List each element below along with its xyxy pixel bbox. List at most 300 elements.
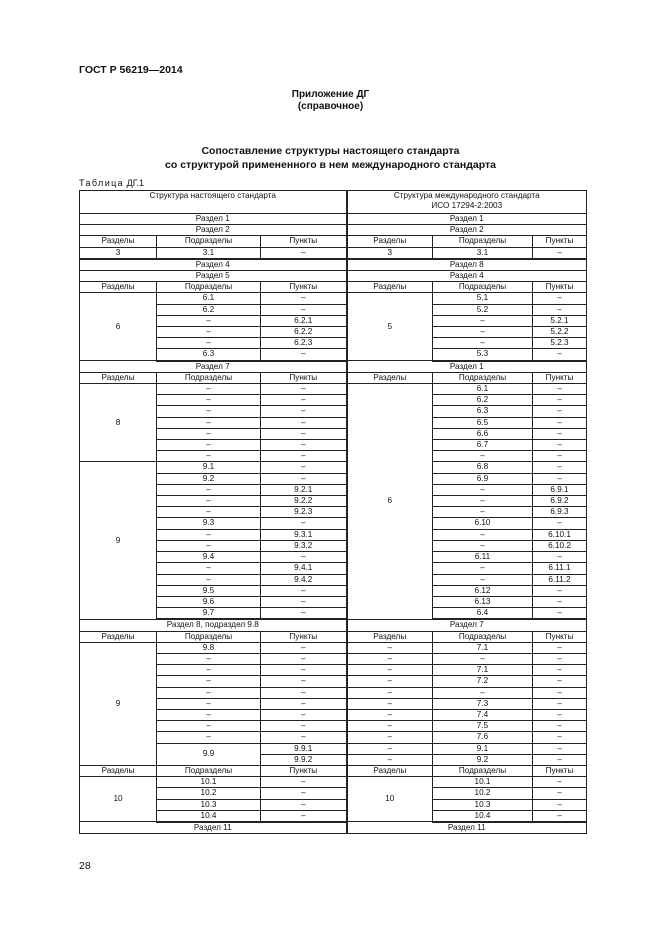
subsections-cell: – bbox=[157, 507, 261, 518]
sections-cell-international: – bbox=[347, 754, 433, 765]
subsections-cell-international: 6.10 bbox=[433, 518, 533, 529]
table-row bbox=[80, 665, 587, 676]
subsections-cell-international: – bbox=[433, 451, 533, 462]
items-cell: – bbox=[261, 665, 347, 676]
items-cell: 9.4.2 bbox=[261, 574, 347, 585]
col-sections-international: Разделы bbox=[347, 372, 433, 383]
document-code: ГОСТ Р 56219—2014 bbox=[79, 64, 183, 76]
col-sections: Разделы bbox=[80, 372, 157, 383]
appendix-subtitle: (справочное) bbox=[297, 101, 364, 112]
subsections-cell-international: 6.11 bbox=[433, 552, 533, 563]
section-row bbox=[80, 619, 587, 631]
items-cell-international: – bbox=[533, 743, 587, 754]
col-subsections: Подразделы bbox=[157, 236, 261, 247]
col-items-international: Пункты bbox=[533, 282, 587, 293]
col-sections-international: Разделы bbox=[347, 765, 433, 776]
items-cell: – bbox=[261, 518, 347, 529]
items-cell: – bbox=[261, 810, 347, 822]
subsections-cell-international: 7.2 bbox=[433, 676, 533, 687]
items-cell-international: – bbox=[533, 384, 587, 395]
subsections-cell: – bbox=[157, 395, 261, 406]
items-cell: – bbox=[261, 406, 347, 417]
subsections-cell: 9.9 bbox=[157, 743, 261, 765]
section-international: Раздел 1 bbox=[347, 214, 587, 225]
items-cell: – bbox=[261, 709, 347, 720]
section-international: Раздел 1 bbox=[347, 361, 587, 373]
table-row bbox=[80, 596, 587, 607]
subsections-cell: – bbox=[157, 327, 261, 338]
subsections-cell: 10.1 bbox=[157, 777, 261, 788]
subsections-cell-international: 6.3 bbox=[433, 406, 533, 417]
items-cell-international: – bbox=[533, 440, 587, 451]
items-cell-international: 5.2.1 bbox=[533, 315, 587, 326]
subsections-cell: – bbox=[157, 315, 261, 326]
subsections-cell: – bbox=[157, 428, 261, 439]
items-cell: 9.9.1 bbox=[261, 743, 347, 754]
items-cell-international: – bbox=[533, 810, 587, 822]
table-row bbox=[80, 518, 587, 529]
subsections-cell: 6.2 bbox=[157, 304, 261, 315]
items-cell: 6.2.3 bbox=[261, 338, 347, 349]
table-row bbox=[80, 563, 587, 574]
subsections-cell-international: 6.4 bbox=[433, 608, 533, 620]
items-cell: – bbox=[261, 698, 347, 709]
section-international: Раздел 7 bbox=[347, 619, 587, 631]
subsections-cell: 10.2 bbox=[157, 788, 261, 799]
sections-cell-international: 5 bbox=[347, 293, 433, 361]
subsections-cell-international: 7.6 bbox=[433, 732, 533, 743]
items-cell-international: – bbox=[533, 799, 587, 810]
subsections-cell-international: 5.3 bbox=[433, 349, 533, 361]
table-row bbox=[80, 484, 587, 495]
subsections-cell-international: 3.1 bbox=[433, 247, 533, 259]
col-subsections: Подразделы bbox=[157, 765, 261, 776]
items-cell-international: – bbox=[533, 585, 587, 596]
col-items-international: Пункты bbox=[533, 631, 587, 642]
col-sections-international: Разделы bbox=[347, 236, 433, 247]
items-cell: – bbox=[261, 473, 347, 484]
items-cell-international: – bbox=[533, 293, 587, 304]
col-subsections: Подразделы bbox=[157, 631, 261, 642]
sections-cell-international: – bbox=[347, 642, 433, 653]
column-header-row bbox=[80, 282, 587, 293]
section-international: Раздел 4 bbox=[347, 271, 587, 282]
subsections-cell: 9.5 bbox=[157, 585, 261, 596]
items-cell: – bbox=[261, 395, 347, 406]
items-cell-international: – bbox=[533, 552, 587, 563]
table-row bbox=[80, 417, 587, 428]
table-row bbox=[80, 529, 587, 540]
sections-cell: 9 bbox=[80, 462, 157, 619]
items-cell-international: 6.9.1 bbox=[533, 484, 587, 495]
subsections-cell: 6.3 bbox=[157, 349, 261, 361]
col-subsections: Подразделы bbox=[157, 282, 261, 293]
items-cell-international: 6.10.2 bbox=[533, 540, 587, 551]
subsections-cell: – bbox=[157, 709, 261, 720]
items-cell-international: – bbox=[533, 428, 587, 439]
col-items-international: Пункты bbox=[533, 236, 587, 247]
sections-cell-international: – bbox=[347, 653, 433, 664]
subsections-cell: 10.4 bbox=[157, 810, 261, 822]
subsections-cell: 9.3 bbox=[157, 518, 261, 529]
col-subsections-international: Подразделы bbox=[433, 631, 533, 642]
items-cell: – bbox=[261, 384, 347, 395]
table-row bbox=[80, 552, 587, 563]
items-cell-international: – bbox=[533, 608, 587, 620]
subsections-cell: 10.3 bbox=[157, 799, 261, 810]
subsections-cell: 9.2 bbox=[157, 473, 261, 484]
subsections-cell: – bbox=[157, 496, 261, 507]
items-cell: – bbox=[261, 653, 347, 664]
subsections-cell-international: 6.9 bbox=[433, 473, 533, 484]
items-cell: 9.9.2 bbox=[261, 754, 347, 765]
col-sections: Разделы bbox=[80, 282, 157, 293]
sections-cell: 3 bbox=[80, 247, 157, 259]
subsections-cell-international: – bbox=[433, 327, 533, 338]
subsections-cell-international: 6.5 bbox=[433, 417, 533, 428]
items-cell-international: – bbox=[533, 665, 587, 676]
table-row bbox=[80, 496, 587, 507]
table-row bbox=[80, 642, 587, 653]
column-header-row bbox=[80, 372, 587, 383]
subsections-cell-international: 6.6 bbox=[433, 428, 533, 439]
col-sections-international: Разделы bbox=[347, 631, 433, 642]
items-cell: – bbox=[261, 451, 347, 462]
structure-comparison-table bbox=[79, 190, 587, 834]
items-cell-international: – bbox=[533, 596, 587, 607]
items-cell: 9.4.1 bbox=[261, 563, 347, 574]
section-row bbox=[80, 822, 587, 834]
items-cell-international: – bbox=[533, 687, 587, 698]
table-row bbox=[80, 732, 587, 743]
subsections-cell-international: 7.5 bbox=[433, 721, 533, 732]
items-cell-international: – bbox=[533, 642, 587, 653]
header-international-standard bbox=[347, 191, 587, 214]
table-row bbox=[80, 293, 587, 304]
section-current: Раздел 2 bbox=[80, 225, 347, 236]
header-international-line-1: Структура международного стандарта bbox=[393, 191, 540, 200]
table-caption-word: Таблица bbox=[79, 178, 125, 188]
subsections-cell-international: – bbox=[433, 484, 533, 495]
items-cell: – bbox=[261, 788, 347, 799]
items-cell-international: 6.11.1 bbox=[533, 563, 587, 574]
section-current: Раздел 7 bbox=[80, 361, 347, 373]
subsections-cell-international: 10.3 bbox=[433, 799, 533, 810]
subsections-cell: 9.6 bbox=[157, 596, 261, 607]
table-row bbox=[80, 799, 587, 810]
sections-cell-international: 10 bbox=[347, 777, 433, 822]
section-current: Раздел 11 bbox=[80, 822, 347, 834]
section-international: Раздел 2 bbox=[347, 225, 587, 236]
column-header-row bbox=[80, 236, 587, 247]
sections-cell-international: 6 bbox=[347, 384, 433, 620]
col-items-international: Пункты bbox=[533, 372, 587, 383]
items-cell: – bbox=[261, 676, 347, 687]
subsections-cell: – bbox=[157, 384, 261, 395]
sections-cell: 9 bbox=[80, 642, 157, 765]
appendix-title: Приложение ДГ bbox=[291, 89, 370, 100]
items-cell-international: – bbox=[533, 676, 587, 687]
page-number: 28 bbox=[79, 860, 91, 872]
items-cell: 6.2.2 bbox=[261, 327, 347, 338]
subsections-cell: – bbox=[157, 653, 261, 664]
subsections-cell: – bbox=[157, 721, 261, 732]
sections-cell: 8 bbox=[80, 384, 157, 462]
items-cell-international: 6.9.2 bbox=[533, 496, 587, 507]
table-row bbox=[80, 608, 587, 620]
subsections-cell: – bbox=[157, 451, 261, 462]
column-header-row bbox=[80, 631, 587, 642]
subsections-cell: 9.8 bbox=[157, 642, 261, 653]
table-row bbox=[80, 687, 587, 698]
subsections-cell-international: – bbox=[433, 315, 533, 326]
section-international: Раздел 11 bbox=[347, 822, 587, 834]
table-row bbox=[80, 451, 587, 462]
subsections-cell: 3.1 bbox=[157, 247, 261, 259]
col-items: Пункты bbox=[261, 372, 347, 383]
items-cell-international: 5.2.2 bbox=[533, 327, 587, 338]
sections-cell-international: – bbox=[347, 665, 433, 676]
table-caption-number: ДГ.1 bbox=[124, 178, 144, 188]
col-sections: Разделы bbox=[80, 236, 157, 247]
items-cell: – bbox=[261, 349, 347, 361]
items-cell: – bbox=[261, 304, 347, 315]
subsections-cell-international: 10.1 bbox=[433, 777, 533, 788]
col-subsections-international: Подразделы bbox=[433, 765, 533, 776]
table-row bbox=[80, 338, 587, 349]
sections-cell-international: – bbox=[347, 743, 433, 754]
subsections-cell: 9.1 bbox=[157, 462, 261, 473]
items-cell: – bbox=[261, 428, 347, 439]
subsections-cell: – bbox=[157, 563, 261, 574]
items-cell-international: 6.9.3 bbox=[533, 507, 587, 518]
section-current: Раздел 4 bbox=[80, 259, 347, 271]
table-row bbox=[80, 709, 587, 720]
items-cell-international: – bbox=[533, 754, 587, 765]
items-cell: 6.2.1 bbox=[261, 315, 347, 326]
subsections-cell: 9.7 bbox=[157, 608, 261, 620]
table-row bbox=[80, 698, 587, 709]
subsections-cell-international: – bbox=[433, 507, 533, 518]
items-cell-international: – bbox=[533, 395, 587, 406]
col-subsections-international: Подразделы bbox=[433, 372, 533, 383]
items-cell: – bbox=[261, 596, 347, 607]
subsections-cell-international: 10.4 bbox=[433, 810, 533, 822]
table-row bbox=[80, 721, 587, 732]
table-row bbox=[80, 327, 587, 338]
section-title-line-1: Сопоставление структуры настоящего стандарта bbox=[201, 145, 460, 157]
items-cell: – bbox=[261, 687, 347, 698]
subsections-cell: – bbox=[157, 338, 261, 349]
table-body bbox=[80, 191, 587, 834]
table-row bbox=[80, 777, 587, 788]
subsections-cell: – bbox=[157, 665, 261, 676]
subsections-cell: – bbox=[157, 574, 261, 585]
table-row bbox=[80, 743, 587, 754]
col-items: Пункты bbox=[261, 765, 347, 776]
items-cell: 9.3.1 bbox=[261, 529, 347, 540]
section-current: Раздел 8, подраздел 9.8 bbox=[80, 619, 347, 631]
header-current-standard: Структура настоящего стандарта bbox=[80, 191, 347, 214]
subsections-cell-international: 7.3 bbox=[433, 698, 533, 709]
items-cell-international: – bbox=[533, 721, 587, 732]
table-row bbox=[80, 810, 587, 822]
table-row bbox=[80, 507, 587, 518]
table-row bbox=[80, 788, 587, 799]
items-cell: – bbox=[261, 552, 347, 563]
sections-cell-international: – bbox=[347, 721, 433, 732]
table-row bbox=[80, 653, 587, 664]
items-cell-international: – bbox=[533, 451, 587, 462]
subsections-cell-international: 9.1 bbox=[433, 743, 533, 754]
subsections-cell: – bbox=[157, 484, 261, 495]
items-cell: – bbox=[261, 777, 347, 788]
items-cell: – bbox=[261, 799, 347, 810]
subsections-cell: 6.1 bbox=[157, 293, 261, 304]
table-row bbox=[80, 428, 587, 439]
subsections-cell-international: 6.12 bbox=[433, 585, 533, 596]
subsections-cell-international: 10.2 bbox=[433, 788, 533, 799]
section-international: Раздел 8 bbox=[347, 259, 587, 271]
table-row bbox=[80, 462, 587, 473]
items-cell: 9.2.1 bbox=[261, 484, 347, 495]
subsections-cell-international: 6.13 bbox=[433, 596, 533, 607]
items-cell: 9.2.3 bbox=[261, 507, 347, 518]
subsections-cell: – bbox=[157, 440, 261, 451]
subsections-cell-international: – bbox=[433, 687, 533, 698]
col-subsections-international: Подразделы bbox=[433, 236, 533, 247]
subsections-cell-international: – bbox=[433, 563, 533, 574]
col-subsections: Подразделы bbox=[157, 372, 261, 383]
subsections-cell-international: 7.4 bbox=[433, 709, 533, 720]
items-cell: – bbox=[261, 732, 347, 743]
items-cell: – bbox=[261, 247, 347, 259]
items-cell: – bbox=[261, 417, 347, 428]
items-cell-international: – bbox=[533, 653, 587, 664]
table-row bbox=[80, 574, 587, 585]
subsections-cell-international: 5.2 bbox=[433, 304, 533, 315]
sections-cell-international: – bbox=[347, 687, 433, 698]
subsections-cell-international: – bbox=[433, 540, 533, 551]
column-header-row bbox=[80, 765, 587, 776]
subsections-cell: – bbox=[157, 676, 261, 687]
subsections-cell: – bbox=[157, 540, 261, 551]
table-caption bbox=[79, 178, 144, 188]
table-row bbox=[80, 676, 587, 687]
col-items: Пункты bbox=[261, 631, 347, 642]
table-row bbox=[80, 395, 587, 406]
subsections-cell: – bbox=[157, 687, 261, 698]
subsections-cell: – bbox=[157, 732, 261, 743]
col-sections: Разделы bbox=[80, 631, 157, 642]
subsections-cell-international: – bbox=[433, 653, 533, 664]
subsections-cell-international: 6.8 bbox=[433, 462, 533, 473]
section-row bbox=[80, 259, 587, 271]
section-row bbox=[80, 271, 587, 282]
col-subsections-international: Подразделы bbox=[433, 282, 533, 293]
items-cell-international: – bbox=[533, 304, 587, 315]
subsections-cell-international: – bbox=[433, 338, 533, 349]
subsections-cell-international: – bbox=[433, 574, 533, 585]
col-items: Пункты bbox=[261, 236, 347, 247]
sections-cell: 10 bbox=[80, 777, 157, 822]
items-cell: – bbox=[261, 721, 347, 732]
sections-cell-international: – bbox=[347, 698, 433, 709]
items-cell: – bbox=[261, 608, 347, 620]
sections-cell-international: – bbox=[347, 676, 433, 687]
col-items-international: Пункты bbox=[533, 765, 587, 776]
items-cell-international: – bbox=[533, 709, 587, 720]
header-international-line-2: ИСО 17294-2:2003 bbox=[431, 201, 503, 210]
items-cell-international: – bbox=[533, 406, 587, 417]
col-items: Пункты bbox=[261, 282, 347, 293]
table-row bbox=[80, 384, 587, 395]
table-row bbox=[80, 440, 587, 451]
subsections-cell-international: 5.1 bbox=[433, 293, 533, 304]
items-cell-international: – bbox=[533, 247, 587, 259]
sections-cell-international: – bbox=[347, 732, 433, 743]
items-cell: – bbox=[261, 293, 347, 304]
subsections-cell-international: – bbox=[433, 496, 533, 507]
items-cell-international: – bbox=[533, 698, 587, 709]
subsections-cell: 9.4 bbox=[157, 552, 261, 563]
col-sections: Разделы bbox=[80, 765, 157, 776]
table-row bbox=[80, 473, 587, 484]
items-cell: – bbox=[261, 440, 347, 451]
items-cell: 9.3.2 bbox=[261, 540, 347, 551]
table-row bbox=[80, 406, 587, 417]
table-row bbox=[80, 247, 587, 259]
subsections-cell: – bbox=[157, 698, 261, 709]
items-cell-international: – bbox=[533, 788, 587, 799]
section-title-line-2: со структурой примененного в нем международного стандарта bbox=[165, 159, 496, 171]
subsections-cell-international: 6.1 bbox=[433, 384, 533, 395]
section-row bbox=[80, 361, 587, 373]
items-cell-international: – bbox=[533, 462, 587, 473]
items-cell-international: 6.10.1 bbox=[533, 529, 587, 540]
subsections-cell-international: 9.2 bbox=[433, 754, 533, 765]
section-current: Раздел 5 bbox=[80, 271, 347, 282]
subsections-cell: – bbox=[157, 529, 261, 540]
items-cell-international: 5.2.3 bbox=[533, 338, 587, 349]
items-cell-international: – bbox=[533, 732, 587, 743]
col-sections-international: Разделы bbox=[347, 282, 433, 293]
subsections-cell-international: 7.1 bbox=[433, 642, 533, 653]
items-cell-international: – bbox=[533, 518, 587, 529]
sections-cell-international: 3 bbox=[347, 247, 433, 259]
table-header-row bbox=[80, 191, 587, 214]
section-row bbox=[80, 214, 587, 225]
table-row bbox=[80, 540, 587, 551]
table-row bbox=[80, 585, 587, 596]
items-cell-international: – bbox=[533, 349, 587, 361]
subsections-cell-international: 6.7 bbox=[433, 440, 533, 451]
subsections-cell-international: 7.1 bbox=[433, 665, 533, 676]
items-cell: – bbox=[261, 462, 347, 473]
table-row bbox=[80, 315, 587, 326]
items-cell-international: – bbox=[533, 473, 587, 484]
subsections-cell: – bbox=[157, 417, 261, 428]
sections-cell: 6 bbox=[80, 293, 157, 361]
subsections-cell-international: – bbox=[433, 529, 533, 540]
items-cell-international: 6.11.2 bbox=[533, 574, 587, 585]
items-cell-international: – bbox=[533, 777, 587, 788]
section-row bbox=[80, 225, 587, 236]
items-cell: 9.2.2 bbox=[261, 496, 347, 507]
subsections-cell: – bbox=[157, 406, 261, 417]
items-cell: – bbox=[261, 642, 347, 653]
table-row bbox=[80, 304, 587, 315]
